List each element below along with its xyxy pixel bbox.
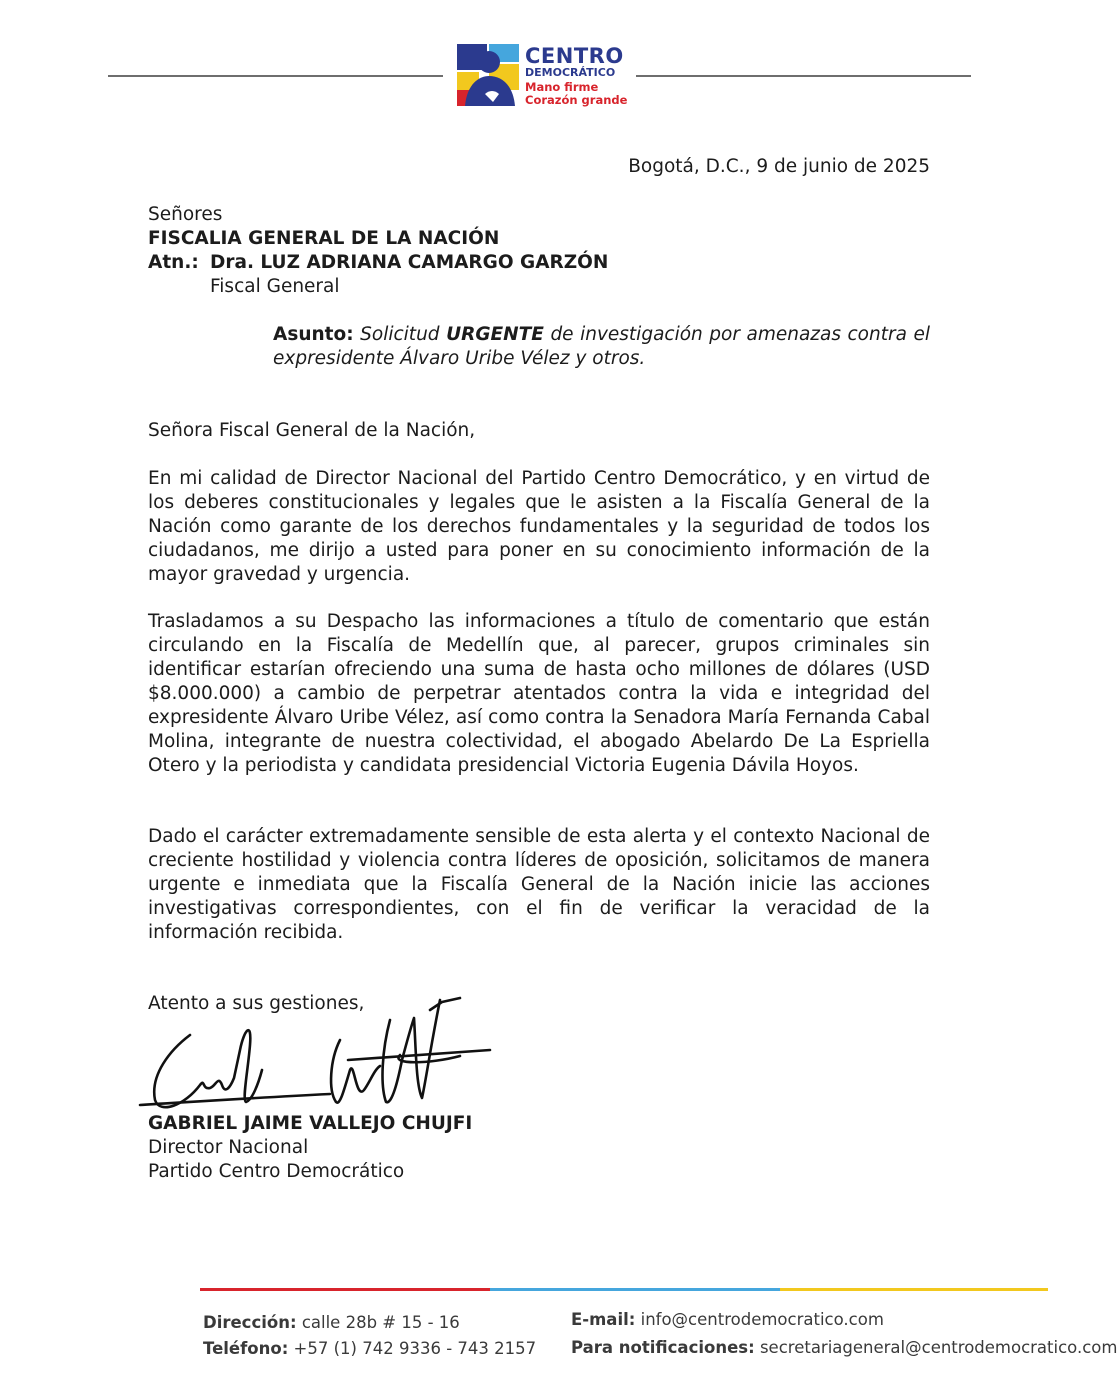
party-logo — [455, 44, 630, 108]
recipient-position: Fiscal General — [210, 276, 340, 297]
footer-address — [203, 1311, 460, 1335]
logo-slogan-line1: Mano firme — [525, 80, 599, 94]
logo-slogan-line2: Corazón grande — [525, 93, 628, 107]
footer-rule-blue — [490, 1288, 780, 1291]
header-rule-right — [636, 75, 971, 77]
letter-greeting: Señora Fiscal General de la Nación, — [148, 420, 476, 441]
party-logo-mark — [455, 44, 523, 106]
subject-text-before: Solicitud — [360, 324, 440, 345]
logo-title: CENTRO — [525, 44, 624, 68]
footer-rule-yellow — [780, 1288, 1048, 1291]
signer-organization: Partido Centro Democrático — [148, 1161, 405, 1182]
footer-phone-value: +57 (1) 742 9336 - 743 2157 — [293, 1339, 537, 1358]
footer-rule-red — [200, 1288, 490, 1291]
subject-urgent: URGENTE — [446, 324, 544, 345]
footer-phone-label: Teléfono: — [203, 1339, 289, 1358]
recipient-organization: FISCALIA GENERAL DE LA NACIÓN — [148, 228, 500, 249]
footer-notifications-label: Para notificaciones: — [571, 1338, 755, 1357]
recipient-block — [148, 203, 928, 299]
body-paragraph: En mi calidad de Director Nacional del Partido Centro Democrático, y en virtud de los deberes constitucionales y legales que le asisten a la Fiscalía General de la Nación como garante de los derechos fundamentales y la seguridad de todos los ciudadanos, me dirijo a usted para poner en su conocimiento información de la mayor gravedad y urgencia. — [148, 468, 930, 585]
letter-date: Bogotá, D.C., 9 de junio de 2025 — [628, 156, 930, 177]
header-rule-left — [108, 75, 443, 77]
letter-closing: Atento a sus gestiones, — [148, 993, 365, 1014]
recipient-salutation: Señores — [148, 204, 223, 225]
attention-name: Dra. LUZ ADRIANA CAMARGO GARZÓN — [210, 252, 609, 273]
logo-subtitle: DEMOCRÁTICO — [525, 66, 616, 79]
footer-email — [571, 1308, 884, 1332]
subject-label: Asunto: — [273, 324, 354, 345]
subject-line — [273, 323, 930, 371]
signer-block — [148, 1112, 472, 1184]
subject-text-after: de investigación por amenazas contra el expresidente Álvaro Uribe Vélez y otros. — [273, 324, 930, 369]
footer-phone — [203, 1337, 536, 1361]
footer-email-value: info@centrodemocratico.com — [640, 1310, 884, 1329]
handwritten-signature — [130, 990, 500, 1130]
footer-address-label: Dirección: — [203, 1313, 297, 1332]
footer-email-label: E-mail: — [571, 1310, 636, 1329]
footer-address-value: calle 28b # 15 - 16 — [301, 1313, 460, 1332]
signer-title: Director Nacional — [148, 1137, 309, 1158]
footer-notifications — [571, 1336, 1117, 1360]
attention-label: Atn.: — [148, 252, 199, 273]
signer-name: GABRIEL JAIME VALLEJO CHUJFI — [148, 1113, 473, 1134]
recipient-attention — [148, 251, 928, 275]
body-paragraph: Trasladamos a su Despacho las informaciones a título de comentario que están circulando en la Fiscalía de Medellín que, al parecer, grupos criminales sin identificar estarían ofreciendo una suma de hasta ocho millones de dólares (USD $8.000.000) a cambio de perpetrar atentados contra la vida e integridad del expresidente Álvaro Uribe Vélez, así como contra la Senadora María Fernanda Cabal Molina, integrante de nuestra colectividad, el abogado Abelardo De La Espriella Otero y la periodista y candidata presidencial Victoria Eugenia Dávila Hoyos. — [148, 611, 930, 776]
body-paragraph: Dado el carácter extremadamente sensible de esta alerta y el contexto Nacional de creciente hostilidad y violencia contra líderes de oposición, solicitamos de manera urgente e inmediata que la Fiscalía General de la Nación inicie las acciones investigativas correspondientes, con el fin de verificar la veracidad de la información recibida. — [148, 826, 930, 943]
footer-notifications-value: secretariageneral@centrodemocratico.com — [759, 1338, 1117, 1357]
